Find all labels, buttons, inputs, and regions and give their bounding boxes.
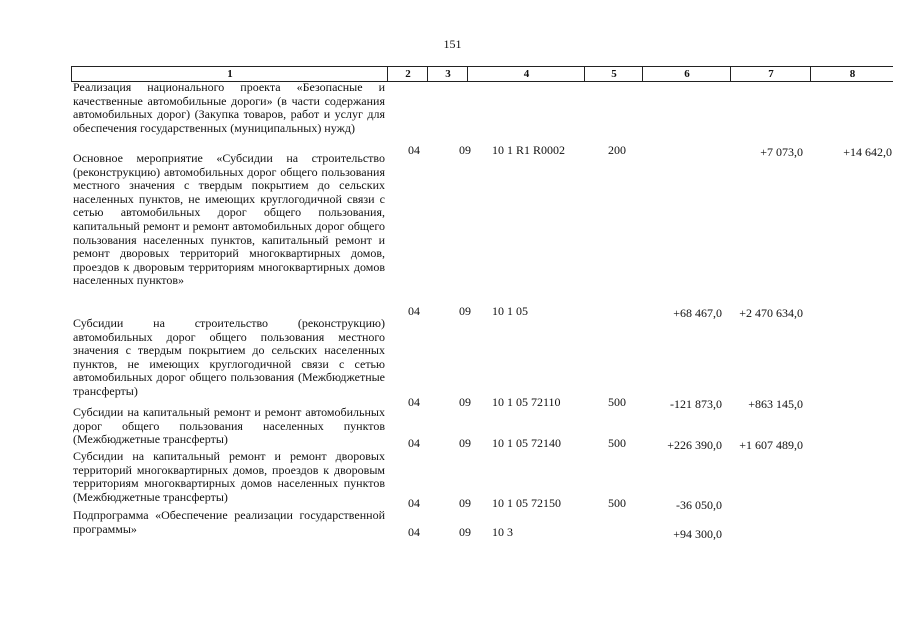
row-description: Подпрограмма «Обеспечение реализации государственной программы» (73, 508, 385, 536)
row-amount-col6: +94 300,0 (673, 527, 722, 541)
header-col-2: 2 (387, 67, 428, 81)
header-col-7: 7 (730, 67, 811, 81)
row-section: 04 (408, 496, 420, 510)
row-subsection: 09 (459, 436, 471, 450)
row-section: 04 (408, 525, 420, 539)
header-col-6: 6 (642, 67, 731, 81)
header-col-4: 4 (467, 67, 585, 81)
row-amount-col6: +68 467,0 (673, 306, 722, 320)
row-description: Основное мероприятие «Субсидии на строительство (реконструкцию) автомобильных дорог общего пользования местного значения с твердым покрытием до сельских населенных пунктов, не имеющих круглогодичной связи с сетью автомобильных дорог общего пользования, капитальный ремонт и ремонт автомобильных дорог общего пользования населенных пунктов, капитальный ремонт и ремонт дворовых территорий многоквартирных домов, проездов к дворовым территориям многоквартирных домов населенных пунктов» (73, 151, 385, 288)
row-amount-col7: +1 607 489,0 (739, 438, 803, 452)
row-expense-type: 500 (608, 395, 626, 409)
row-section: 04 (408, 436, 420, 450)
row-amount-col6: -36 050,0 (676, 498, 722, 512)
row-description: Субсидии на строительство (реконструкцию) автомобильных дорог общего пользования местного значения с твердым покрытием до сельских населенных пунктов, не имеющих круглогодичной связи с сетью автомобильных дорог общего пользования (Межбюджетные трансферты) (73, 316, 385, 398)
header-col-1: 1 (71, 67, 388, 81)
row-description: Реализация национального проекта «Безопасные и качественные автомобильные дороги» (в части содержания автомобильных дорог) (Закупка товаров, работ и услуг для обеспечения государственных (муниципальных) нужд) (73, 80, 385, 135)
header-col-8: 8 (810, 67, 894, 81)
row-amount-col7: +7 073,0 (760, 145, 803, 159)
row-expense-type: 200 (608, 143, 626, 157)
row-description: Субсидии на капитальный ремонт и ремонт автомобильных дорог общего пользования населенных пунктов (Межбюджетные трансферты) (73, 405, 385, 447)
row-target-code: 10 3 (492, 525, 513, 539)
header-col-3: 3 (427, 67, 468, 81)
row-expense-type: 500 (608, 436, 626, 450)
row-subsection: 09 (459, 496, 471, 510)
row-target-code: 10 1 05 72110 (492, 395, 561, 409)
row-section: 04 (408, 143, 420, 157)
row-amount-col8: +14 642,0 (843, 145, 892, 159)
row-amount-col6: +226 390,0 (667, 438, 722, 452)
row-subsection: 09 (459, 304, 471, 318)
header-col-5: 5 (584, 67, 643, 81)
row-subsection: 09 (459, 525, 471, 539)
row-target-code: 10 1 R1 R0002 (492, 143, 566, 157)
row-section: 04 (408, 304, 420, 318)
row-amount-col7: +2 470 634,0 (739, 306, 803, 320)
row-amount-col6: -121 873,0 (670, 397, 722, 411)
row-target-code: 10 1 05 72150 (492, 496, 561, 510)
row-target-code: 10 1 05 (492, 304, 528, 318)
row-target-code: 10 1 05 72140 (492, 436, 561, 450)
row-section: 04 (408, 395, 420, 409)
row-subsection: 09 (459, 143, 471, 157)
row-expense-type: 500 (608, 496, 626, 510)
page-number: 151 (443, 37, 462, 51)
row-amount-col7: +863 145,0 (748, 397, 803, 411)
row-description: Субсидии на капитальный ремонт и ремонт дворовых территорий многоквартирных домов, проездов к дворовым территориям многоквартирных домов населенных пунктов (Межбюджетные трансферты) (73, 449, 385, 504)
row-subsection: 09 (459, 395, 471, 409)
